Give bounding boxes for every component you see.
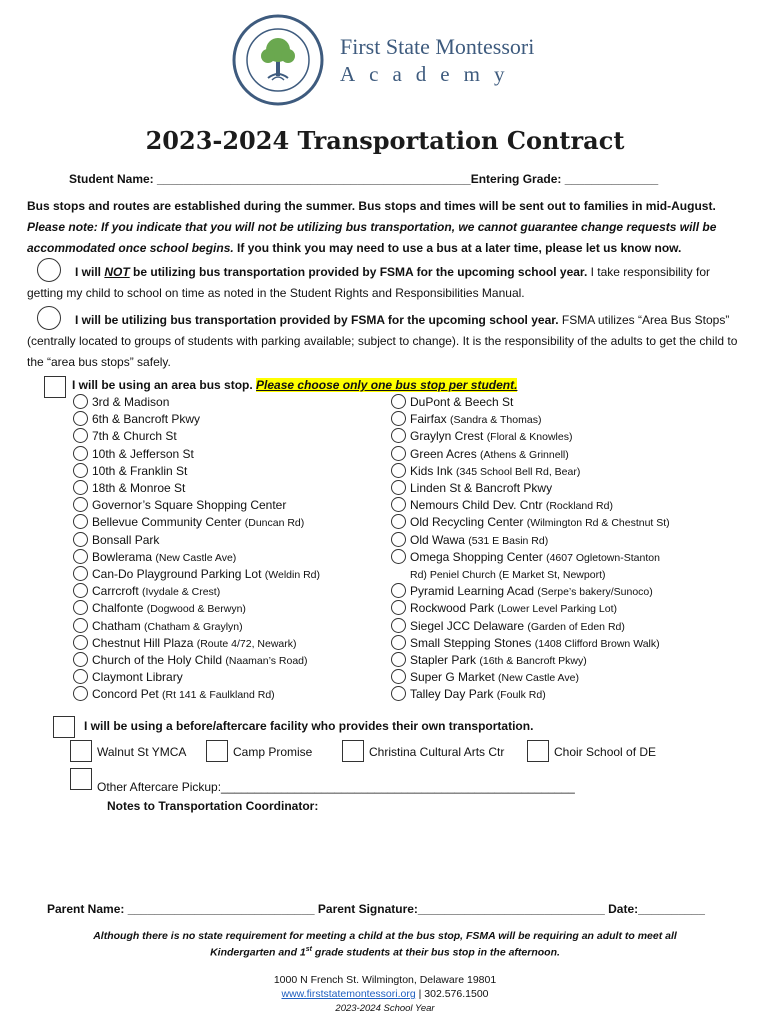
bus-stop-option[interactable]: [73, 600, 246, 617]
choir-school-label: Choir School of DE: [554, 745, 657, 759]
radio-icon[interactable]: [73, 463, 88, 478]
bus-stop-option[interactable]: [391, 600, 617, 617]
bus-stop-note: (Ivydale & Crest): [142, 586, 221, 599]
choose-one-highlight: Please choose only one bus stop per student.: [256, 378, 518, 392]
radio-icon[interactable]: [73, 428, 88, 443]
bus-stop-name: Stapler Park: [410, 653, 480, 667]
bus-stop-option[interactable]: [391, 583, 653, 600]
bus-stop-name: Linden St & Bancroft Pkwy: [410, 481, 553, 495]
bus-stop-name: Can-Do Playground Parking Lot: [92, 567, 265, 581]
bus-stop-note: (Floral & Knowles): [486, 431, 573, 444]
walnut-ymca-checkbox[interactable]: [70, 740, 92, 762]
intro-note: Please note: If you indicate that you will not be utilizing bus transportation, we cannot guarantee change requests will be accommodated once school begins.: [27, 220, 717, 255]
intro-paragraph: [27, 196, 743, 259]
bus-stop-option[interactable]: [73, 652, 308, 669]
bus-stop-option[interactable]: [73, 446, 194, 463]
walnut-ymca-label: Walnut St YMCA: [97, 745, 187, 759]
bus-stop-note: (Wilmington Rd & Chestnut St): [526, 517, 670, 530]
bus-stop-note: (Dogwood & Berwyn): [146, 603, 246, 616]
bus-stop-note: (Route 4/72, Newark): [196, 637, 297, 650]
radio-icon[interactable]: [73, 600, 88, 615]
page-title: 2023-2024 Transportation Contract: [145, 126, 625, 155]
bus-stop-option[interactable]: [391, 686, 546, 703]
not-emphasis: NOT: [104, 265, 130, 279]
bus-stop-name: 10th & Franklin St: [92, 463, 188, 478]
footer-contact: [0, 988, 770, 1000]
radio-icon[interactable]: [391, 463, 406, 478]
radio-icon[interactable]: [391, 618, 406, 633]
radio-icon[interactable]: [391, 635, 406, 650]
radio-icon[interactable]: [391, 514, 406, 529]
radio-icon[interactable]: [73, 394, 88, 409]
radio-icon[interactable]: [391, 549, 406, 564]
notes-coordinator-label: Notes to Transportation Coordinator:: [107, 799, 319, 813]
parent-name-field[interactable]: Parent Name: ____________________________: [47, 902, 315, 916]
radio-icon[interactable]: [73, 446, 88, 461]
other-aftercare-checkbox[interactable]: [70, 768, 92, 790]
bus-stop-option[interactable]: [391, 652, 587, 669]
radio-icon[interactable]: [391, 411, 406, 426]
radio-icon[interactable]: [391, 686, 406, 701]
bus-stop-note: (Foulk Rd): [496, 689, 546, 702]
bus-stop-name: Small Stepping Stones: [410, 635, 535, 650]
radio-icon[interactable]: [73, 411, 88, 426]
bus-stop-name: Talley Day Park: [410, 687, 497, 702]
bus-stop-option[interactable]: [391, 480, 552, 497]
area-bus-stop-label: I will be using an area bus stop.: [72, 378, 257, 392]
bus-stop-option[interactable]: [410, 566, 605, 583]
school-subtitle: Academy: [340, 62, 519, 86]
bus-stop-option[interactable]: [391, 428, 572, 445]
bus-stop-option[interactable]: [391, 618, 625, 635]
not-utilizing-paragraph: [27, 262, 743, 304]
bus-stop-option[interactable]: [73, 480, 185, 497]
bus-stop-name: Old Recycling Center: [410, 515, 527, 530]
disclaimer-line-2: [0, 946, 770, 959]
footer-year: 2023-2024 School Year: [335, 1003, 435, 1014]
bus-stop-option[interactable]: [391, 635, 660, 652]
radio-icon[interactable]: [391, 600, 406, 615]
camp-promise-label: Camp Promise: [233, 745, 313, 759]
bus-stop-note: (4607 Ogletown-Stanton: [546, 551, 660, 564]
area-bus-stop-label-row: [72, 378, 517, 392]
footer-phone: | 302.576.1500: [415, 988, 489, 1000]
bus-stop-option[interactable]: [391, 411, 541, 428]
bus-stop-note: (1408 Clifford Brown Walk): [534, 637, 660, 650]
radio-icon[interactable]: [73, 532, 88, 547]
bus-stop-option[interactable]: [73, 635, 297, 652]
bus-stop-option[interactable]: [73, 549, 236, 566]
bus-stop-option[interactable]: [73, 583, 220, 600]
bus-stop-note: (Chatham & Graylyn): [144, 620, 243, 633]
radio-icon[interactable]: [73, 480, 88, 495]
bus-stop-option[interactable]: [73, 669, 183, 686]
disclaimer-line-2a: Kindergarten and 1: [210, 946, 306, 959]
bus-stop-name: Rockwood Park: [410, 601, 498, 616]
radio-icon[interactable]: [73, 583, 88, 598]
bus-stop-option[interactable]: [391, 394, 513, 411]
bus-stop-option[interactable]: [391, 669, 579, 686]
bus-stop-name: Super G Market: [410, 670, 499, 685]
bus-stop-note: (Sandra & Thomas): [450, 414, 542, 427]
bus-stop-note: (Duncan Rd): [244, 517, 305, 530]
radio-icon[interactable]: [391, 497, 406, 512]
bus-stop-option[interactable]: [73, 686, 275, 703]
bus-stop-name: Omega Shopping Center: [410, 549, 547, 564]
bus-stop-name: Governor’s Square Shopping Center: [92, 498, 287, 513]
website-link[interactable]: www.firststatemontessori.org: [281, 988, 416, 1000]
bus-stop-option[interactable]: [391, 463, 580, 480]
bus-stop-option[interactable]: [73, 463, 187, 480]
bus-stop-name: Church of the Holy Child: [92, 653, 226, 667]
bus-stop-option[interactable]: [73, 497, 286, 514]
bus-stop-option[interactable]: [73, 411, 200, 428]
bus-stop-name: Kids Ink: [410, 463, 457, 478]
aftercare-checkbox[interactable]: [53, 716, 75, 738]
other-aftercare-field[interactable]: Other Aftercare Pickup:_____________________________________________________: [97, 780, 575, 794]
radio-icon[interactable]: [391, 428, 406, 443]
intro-note-tail: If you think you may need to use a bus at a later time, please let us know now.: [233, 241, 682, 255]
radio-icon[interactable]: [73, 652, 88, 667]
bus-stop-name: Chestnut Hill Plaza: [92, 635, 197, 650]
bus-stop-note: (Rockland Rd): [545, 500, 613, 513]
radio-icon[interactable]: [391, 446, 406, 461]
bus-stop-name: Bonsall Park: [92, 532, 160, 547]
bus-stop-name: Bowlerama: [92, 549, 156, 564]
radio-icon[interactable]: [391, 669, 406, 684]
entering-grade-field[interactable]: Entering Grade: ______________: [470, 172, 659, 186]
bus-stop-name: DuPont & Beech St: [410, 395, 514, 409]
disclaimer-line-1: Although there is no state requirement for meeting a child at the bus stop, FSMA will be requiring an adult to meet all: [93, 930, 677, 942]
radio-icon[interactable]: [391, 532, 406, 547]
bus-stop-option[interactable]: [391, 532, 548, 549]
bus-stop-note: (Garden of Eden Rd): [527, 620, 625, 633]
bus-stop-option[interactable]: [391, 446, 569, 463]
bus-stop-name: 7th & Church St: [92, 429, 177, 444]
not-utilizing-bold: be utilizing bus transportation provided by FSMA for the upcoming school year.: [129, 265, 588, 279]
radio-icon[interactable]: [391, 652, 406, 667]
bus-stop-option[interactable]: [391, 514, 670, 531]
bus-stop-note: (New Castle Ave): [155, 551, 237, 564]
disclaimer-sup: st: [305, 946, 312, 953]
parent-signature-field[interactable]: Parent Signature:____________________________: [317, 902, 605, 916]
bus-stop-note: (New Castle Ave): [498, 672, 579, 685]
will-utilizing-paragraph: [27, 310, 743, 373]
bus-stop-note: (Athens & Grinnell): [480, 448, 569, 461]
bus-stop-note: Rd) Peniel Church (E Market St, Newport): [410, 569, 606, 581]
radio-icon[interactable]: [391, 394, 406, 409]
bus-stop-name: Siegel JCC Delaware: [410, 618, 528, 633]
bus-stop-name: Old Wawa: [410, 532, 469, 547]
intro-line: Bus stops and routes are established during the summer. Bus stops and times will be sent out to families in mid-August.: [27, 199, 716, 213]
choir-school-checkbox[interactable]: [527, 740, 549, 762]
bus-stop-name: Green Acres: [410, 446, 481, 461]
bus-stop-note: (Naaman’s Road): [225, 655, 308, 667]
bus-stop-option[interactable]: [73, 532, 159, 549]
christina-cultural-checkbox[interactable]: [342, 740, 364, 762]
bus-stop-option[interactable]: [73, 618, 243, 635]
bus-stop-name: 18th & Monroe St: [92, 481, 186, 495]
signature-row: [47, 902, 705, 916]
bus-stop-name: Concord Pet: [92, 687, 163, 702]
christina-cultural-label: Christina Cultural Arts Ctr: [369, 745, 505, 759]
bus-stop-note: (Rt 141 & Faulkland Rd): [162, 689, 275, 702]
radio-icon[interactable]: [73, 618, 88, 633]
radio-icon[interactable]: [73, 549, 88, 564]
bus-stop-name: Nemours Child Dev. Cntr: [410, 498, 546, 513]
camp-promise-checkbox[interactable]: [206, 740, 228, 762]
bus-stop-option[interactable]: [391, 497, 613, 514]
disclaimer-line-2b: grade students at their bus stop in the afternoon.: [311, 946, 560, 959]
radio-icon[interactable]: [73, 669, 88, 684]
will-utilizing-bold: I will be utilizing bus transportation provided by FSMA for the upcoming school year.: [75, 313, 559, 327]
radio-icon[interactable]: [391, 480, 406, 495]
bus-stop-option[interactable]: [73, 514, 304, 531]
bus-stop-name: Bellevue Community Center: [92, 515, 245, 530]
aftercare-label: I will be using a before/aftercare facility who provides their own transportation.: [84, 719, 534, 733]
bus-stop-name: 6th & Bancroft Pkwy: [92, 412, 201, 427]
radio-icon[interactable]: [73, 635, 88, 650]
bus-stop-name: Chatham: [92, 618, 145, 633]
logo-seal: [232, 14, 324, 106]
not-utilizing-rest: I take responsibility for getting my child to school on time as noted in the Student Rights and Responsibilities Manual.: [27, 265, 710, 300]
bus-stop-name: Pyramid Learning Acad: [410, 584, 538, 599]
bus-stop-name: Chalfonte: [92, 601, 147, 616]
bus-stop-name: 3rd & Madison: [92, 395, 170, 409]
bus-stop-option[interactable]: [73, 428, 177, 445]
bus-stop-note: (Serpe’s bakery/Sunoco): [537, 586, 653, 599]
radio-icon[interactable]: [391, 583, 406, 598]
radio-icon[interactable]: [73, 514, 88, 529]
not-utilizing-pre: I will: [75, 265, 105, 279]
student-name-field[interactable]: Student Name: _______________________________________________: [69, 172, 471, 186]
footer-address: 1000 N French St. Wilmington, Delaware 19801: [273, 974, 497, 986]
bus-stop-name: 10th & Jefferson St: [92, 446, 194, 461]
bus-stop-name: Claymont Library: [92, 670, 183, 685]
radio-icon[interactable]: [73, 566, 88, 581]
bus-stop-note: (531 E Basin Rd): [468, 534, 549, 547]
bus-stop-option[interactable]: [391, 549, 660, 566]
bus-stop-note: (16th & Bancroft Pkwy): [479, 655, 587, 667]
radio-icon[interactable]: [73, 686, 88, 701]
school-name: First State Montessori: [340, 34, 535, 59]
will-utilizing-rest: FSMA utilizes “Area Bus Stops” (centrally located to groups of students with parking available; subject to change). It is the responsibility of the adults to get the child to the “area bus stops” safely.: [27, 313, 738, 369]
bus-stop-name: Carrcroft: [92, 584, 143, 599]
area-bus-stop-checkbox[interactable]: [44, 376, 66, 398]
bus-stop-name: Graylyn Crest: [410, 429, 487, 444]
bus-stop-option[interactable]: [73, 566, 320, 583]
bus-stop-note: (345 School Bell Rd, Bear): [456, 465, 581, 478]
bus-stop-note: (Lower Level Parking Lot): [497, 603, 618, 616]
bus-stop-option[interactable]: [73, 394, 169, 411]
bus-stop-note: (Weldin Rd): [264, 569, 321, 581]
radio-icon[interactable]: [73, 497, 88, 512]
date-field[interactable]: Date:__________: [608, 902, 705, 916]
bus-stop-name: Fairfax: [410, 412, 451, 427]
